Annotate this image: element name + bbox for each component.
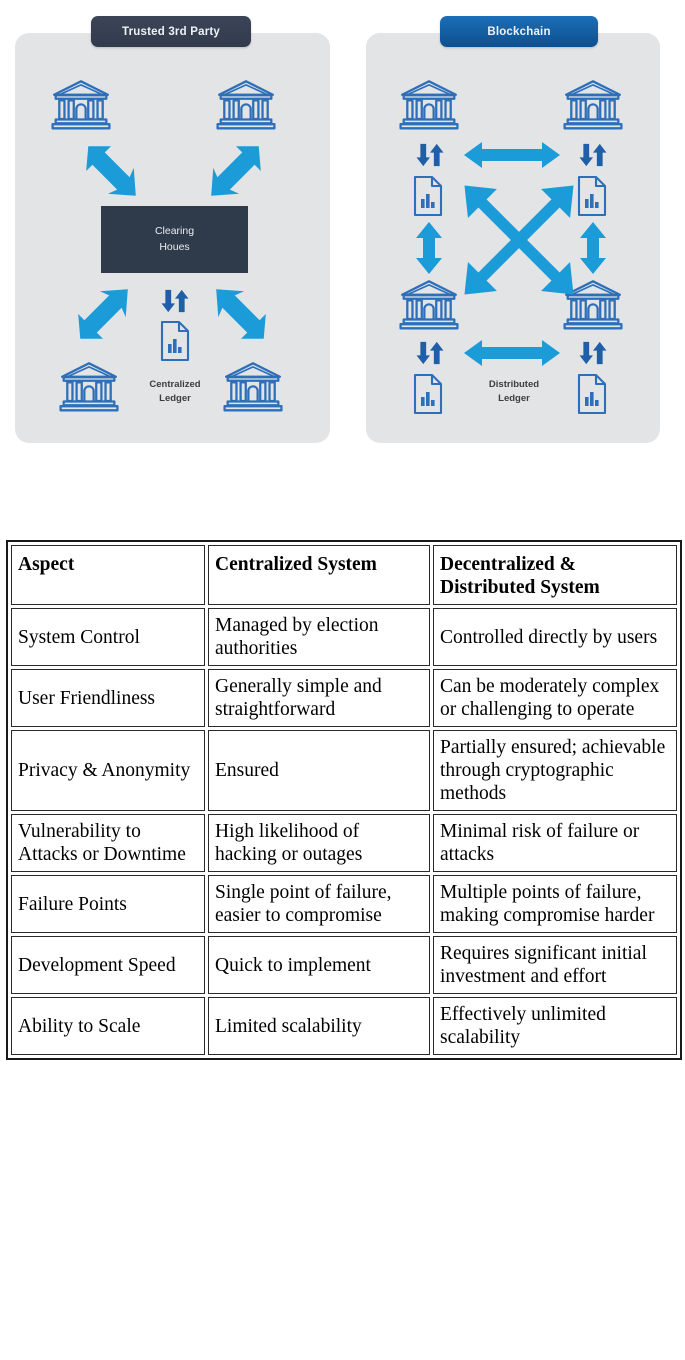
arrow-up-left-icon xyxy=(210,283,272,345)
clearing-house-box xyxy=(101,206,248,273)
distributed-ledger-label xyxy=(459,378,569,407)
cell-aspect: User Friendliness xyxy=(11,669,205,727)
bank-icon xyxy=(50,76,112,130)
table-row xyxy=(11,608,677,666)
cell-centralized: High likelihood of hacking or outages xyxy=(208,814,430,872)
table-row xyxy=(11,669,677,727)
table-row xyxy=(11,997,677,1055)
cell-decentralized: Minimal risk of failure or attacks xyxy=(433,814,677,872)
cell-decentralized: Partially ensured; achievable through cryptographic methods xyxy=(433,730,677,811)
panel-title-text: Trusted 3rd Party xyxy=(122,25,220,38)
table-header-row xyxy=(11,545,677,605)
ledger-document-icon xyxy=(576,373,608,415)
updown-arrows-icon xyxy=(578,340,608,366)
updown-arrows-icon xyxy=(578,142,608,168)
cell-decentralized: Requires significant initial investment and effort xyxy=(433,936,677,994)
bank-icon xyxy=(222,358,284,412)
column-header-decentralized: Decentralized & Distributed System xyxy=(433,545,677,605)
panel-title-blockchain xyxy=(440,16,598,47)
table-row xyxy=(11,936,677,994)
centralized-ledger-label xyxy=(120,378,230,407)
double-arrow-horizontal-icon xyxy=(464,338,560,368)
double-arrow-vertical-icon xyxy=(578,222,608,274)
comparison-table xyxy=(6,540,682,1060)
distributed-ledger-line2: Ledger xyxy=(498,393,530,405)
cell-aspect: Privacy & Anonymity xyxy=(11,730,205,811)
arrow-up-right-icon xyxy=(72,283,134,345)
cell-centralized: Ensured xyxy=(208,730,430,811)
double-arrow-vertical-icon xyxy=(414,222,444,274)
cell-aspect: System Control xyxy=(11,608,205,666)
updown-arrows-icon xyxy=(160,288,190,314)
column-header-aspect: Aspect xyxy=(11,545,205,605)
cell-aspect: Vulnerability to Attacks or Downtime xyxy=(11,814,205,872)
cell-centralized: Single point of failure, easier to compromise xyxy=(208,875,430,933)
ledger-document-icon xyxy=(412,373,444,415)
panel-title-trusted-3rd-party xyxy=(91,16,251,47)
cell-aspect: Failure Points xyxy=(11,875,205,933)
ledger-document-icon xyxy=(159,320,191,362)
column-header-centralized: Centralized System xyxy=(208,545,430,605)
cell-aspect: Development Speed xyxy=(11,936,205,994)
comparison-diagram xyxy=(0,0,685,470)
four-way-cross-arrow-icon xyxy=(461,182,577,298)
updown-arrows-icon xyxy=(415,142,445,168)
bank-icon xyxy=(398,276,460,330)
cell-aspect: Ability to Scale xyxy=(11,997,205,1055)
ledger-document-icon xyxy=(412,175,444,217)
bank-icon xyxy=(398,76,460,130)
bank-icon xyxy=(215,76,277,130)
comparison-table-wrapper xyxy=(6,540,678,1060)
table-row xyxy=(11,730,677,811)
ledger-document-icon xyxy=(576,175,608,217)
bank-icon xyxy=(58,358,120,412)
arrow-down-right-icon xyxy=(80,140,142,202)
clearing-house-line1: Clearing xyxy=(154,225,195,238)
cell-centralized: Quick to implement xyxy=(208,936,430,994)
arrow-down-left-icon xyxy=(205,140,267,202)
table-row xyxy=(11,814,677,872)
cell-decentralized: Can be moderately complex or challenging to operate xyxy=(433,669,677,727)
panel-title-text: Blockchain xyxy=(487,25,551,38)
table-body xyxy=(11,545,677,1055)
cell-centralized: Generally simple and straightforward xyxy=(208,669,430,727)
clearing-house-line2: Houes xyxy=(159,240,190,253)
bank-icon xyxy=(562,76,624,130)
cell-centralized: Managed by election authorities xyxy=(208,608,430,666)
cell-centralized: Limited scalability xyxy=(208,997,430,1055)
double-arrow-horizontal-icon xyxy=(464,140,560,170)
distributed-ledger-line1: Distributed xyxy=(488,379,540,390)
cell-decentralized: Multiple points of failure, making compromise harder xyxy=(433,875,677,933)
centralized-ledger-line2: Ledger xyxy=(159,393,191,405)
table-row xyxy=(11,875,677,933)
cell-decentralized: Effectively unlimited scalability xyxy=(433,997,677,1055)
centralized-ledger-line1: Centralized xyxy=(149,379,201,390)
updown-arrows-icon xyxy=(415,340,445,366)
cell-decentralized: Controlled directly by users xyxy=(433,608,677,666)
